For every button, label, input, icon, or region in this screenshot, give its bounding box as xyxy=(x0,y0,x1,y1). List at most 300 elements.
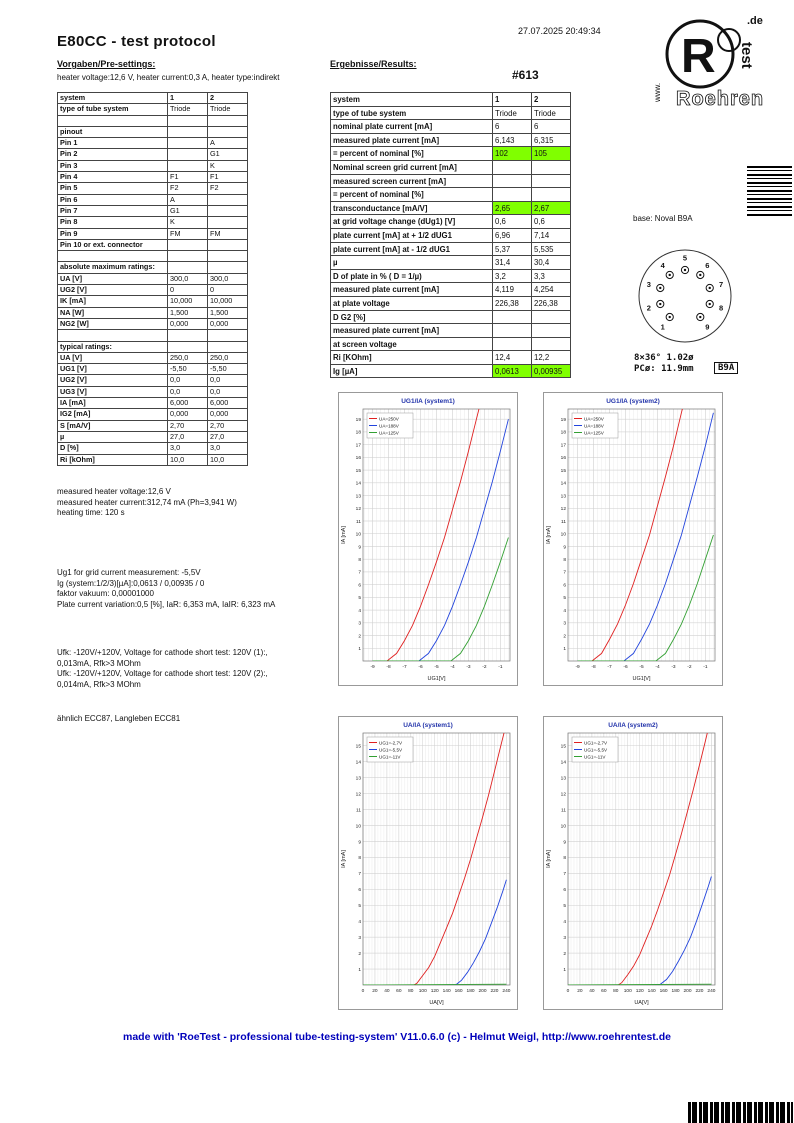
table-cell: 250,0 xyxy=(168,353,208,364)
svg-text:IA [mA]: IA [mA] xyxy=(341,526,347,544)
table-cell: at grid voltage change (dUg1) [V] xyxy=(331,215,493,229)
table-cell: Triode xyxy=(493,107,532,121)
svg-text:17: 17 xyxy=(355,443,361,449)
svg-text:9: 9 xyxy=(563,545,566,551)
svg-text:5: 5 xyxy=(563,596,566,602)
note-line: Plate current variation:0,5 [%], IaR: 6,353 mA, IaIR: 6,323 mA xyxy=(57,599,276,609)
table-cell: IG2 [mA] xyxy=(58,409,168,420)
note-line: Ufk: -120V/+120V, Voltage for cathode short test: 120V (2):, xyxy=(57,669,268,678)
table-cell: absolute maximum ratings: xyxy=(58,262,168,273)
svg-text:15: 15 xyxy=(355,468,361,474)
table-cell: 2 xyxy=(208,93,248,104)
table-cell: -5,50 xyxy=(208,364,248,375)
svg-text:20: 20 xyxy=(577,989,583,994)
svg-text:60: 60 xyxy=(601,989,607,994)
table-row xyxy=(331,202,571,216)
table-cell: F2 xyxy=(168,183,208,194)
table-cell: 6 xyxy=(532,120,571,134)
table-cell: -5,50 xyxy=(168,364,208,375)
table-cell xyxy=(493,324,532,338)
svg-text:-8: -8 xyxy=(591,665,596,670)
table-row xyxy=(331,243,571,257)
note-line: 0,013mA, Rfk>3 MOhm xyxy=(57,658,141,668)
table-cell: Pin 9 xyxy=(58,229,168,240)
chart-ug1-ia-system2 xyxy=(543,392,723,686)
table-row xyxy=(58,195,248,206)
table-cell xyxy=(493,175,532,189)
svg-text:7: 7 xyxy=(358,872,361,878)
table-cell xyxy=(208,262,248,273)
results-heading: Ergebnisse/Results: xyxy=(330,59,417,69)
svg-text:11: 11 xyxy=(561,808,566,814)
chart-svg xyxy=(544,717,722,1009)
svg-text:7: 7 xyxy=(563,872,566,878)
table-cell: 6,000 xyxy=(168,398,208,409)
svg-text:6: 6 xyxy=(563,888,566,894)
table-cell: FM xyxy=(208,229,248,240)
table-row xyxy=(58,127,248,138)
chart-ua-ia-system2 xyxy=(543,716,723,1010)
svg-text:17: 17 xyxy=(560,443,566,449)
table-cell: 30,4 xyxy=(532,256,571,270)
svg-text:-6: -6 xyxy=(418,665,423,670)
svg-text:180: 180 xyxy=(466,989,475,994)
svg-text:UG1[V]: UG1[V] xyxy=(632,676,651,682)
table-row xyxy=(58,319,248,330)
roetest-logo xyxy=(650,12,764,110)
table-cell xyxy=(208,240,248,251)
logo-graphic xyxy=(650,12,764,110)
logo-www: www. xyxy=(653,82,662,102)
svg-text:UG1/IA (system2): UG1/IA (system2) xyxy=(606,398,660,405)
svg-text:140: 140 xyxy=(442,989,451,994)
table-cell: 6,96 xyxy=(493,229,532,243)
table-cell: pinout xyxy=(58,127,168,138)
table-cell: D [%] xyxy=(58,443,168,454)
table-cell: UG1 [V] xyxy=(58,364,168,375)
svg-text:-4: -4 xyxy=(655,665,660,670)
svg-text:19: 19 xyxy=(355,417,361,423)
svg-text:1: 1 xyxy=(563,647,566,653)
table-row xyxy=(331,324,571,338)
table-cell: A xyxy=(208,138,248,149)
svg-text:6: 6 xyxy=(563,583,566,589)
svg-text:IA [mA]: IA [mA] xyxy=(546,850,552,868)
heater-specs: heater voltage:12,6 V, heater current:0,3 A, heater type:indirekt xyxy=(57,73,280,82)
svg-text:-5: -5 xyxy=(639,665,644,670)
svg-text:14: 14 xyxy=(560,481,566,487)
table-cell: 0,0 xyxy=(168,375,208,386)
svg-text:4: 4 xyxy=(660,260,665,270)
table-cell xyxy=(58,330,168,341)
svg-text:80: 80 xyxy=(408,989,414,994)
svg-text:-9: -9 xyxy=(370,665,375,670)
table-cell: 12,2 xyxy=(532,351,571,365)
table-cell xyxy=(168,342,208,353)
svg-text:12: 12 xyxy=(355,507,361,513)
table-cell: 250,0 xyxy=(208,353,248,364)
table-row xyxy=(331,229,571,243)
table-cell xyxy=(168,262,208,273)
svg-text:2: 2 xyxy=(646,303,651,313)
table-cell: 226,38 xyxy=(532,297,571,311)
svg-text:100: 100 xyxy=(418,989,427,994)
table-cell: F1 xyxy=(208,172,248,183)
note-line: measured heater voltage:12,6 V xyxy=(57,487,171,496)
svg-text:5: 5 xyxy=(358,904,361,910)
table-cell: Pin 7 xyxy=(58,206,168,217)
svg-text:UG1[V]: UG1[V] xyxy=(427,676,446,682)
table-cell: Pin 1 xyxy=(58,138,168,149)
table-row xyxy=(58,229,248,240)
table-row xyxy=(331,161,571,175)
table-cell xyxy=(532,324,571,338)
svg-text:9: 9 xyxy=(563,840,566,846)
svg-text:220: 220 xyxy=(490,989,499,994)
svg-text:UA=188V: UA=188V xyxy=(584,423,604,429)
table-cell: 0,0 xyxy=(208,387,248,398)
table-row xyxy=(331,338,571,352)
table-cell: UG3 [V] xyxy=(58,387,168,398)
svg-text:12: 12 xyxy=(560,792,566,798)
table-row xyxy=(58,104,248,115)
svg-text:6: 6 xyxy=(705,260,710,270)
table-cell: 4,254 xyxy=(532,283,571,297)
svg-text:9: 9 xyxy=(358,545,361,551)
table-row xyxy=(58,296,248,307)
table-cell xyxy=(168,116,208,127)
table-cell: Nominal screen grid current [mA] xyxy=(331,161,493,175)
table-cell: 10,0 xyxy=(208,455,248,466)
table-cell xyxy=(168,127,208,138)
svg-text:19: 19 xyxy=(560,417,566,423)
table-row xyxy=(58,375,248,386)
table-cell: A xyxy=(168,195,208,206)
table-cell: 6,315 xyxy=(532,134,571,148)
svg-text:10: 10 xyxy=(560,532,566,538)
table-cell xyxy=(532,338,571,352)
table-cell: 0,000 xyxy=(168,409,208,420)
svg-text:-8: -8 xyxy=(386,665,391,670)
table-row xyxy=(58,353,248,364)
svg-text:9: 9 xyxy=(358,840,361,846)
svg-text:11: 11 xyxy=(356,808,361,814)
table-cell: UG2 [V] xyxy=(58,285,168,296)
table-cell: typical ratings: xyxy=(58,342,168,353)
presettings-table xyxy=(57,92,248,466)
logo-letter: R xyxy=(681,30,716,83)
table-cell xyxy=(493,161,532,175)
table-cell: at screen voltage xyxy=(331,338,493,352)
table-cell: G1 xyxy=(208,149,248,160)
svg-text:UA/IA (system2): UA/IA (system2) xyxy=(608,722,658,729)
table-cell: 12,4 xyxy=(493,351,532,365)
svg-text:UG1/IA (system1): UG1/IA (system1) xyxy=(401,398,455,405)
table-cell: 2,65 xyxy=(493,202,532,216)
page-title: E80CC - test protocol xyxy=(57,33,216,50)
note-line: faktor vakuum: 0,00001000 xyxy=(57,589,154,598)
svg-text:-9: -9 xyxy=(575,665,580,670)
table-cell: 2,70 xyxy=(168,421,208,432)
table-row xyxy=(331,120,571,134)
svg-text:-1: -1 xyxy=(498,665,503,670)
svg-text:60: 60 xyxy=(396,989,402,994)
table-cell: UA [V] xyxy=(58,274,168,285)
table-cell: FM xyxy=(168,229,208,240)
logo-de: .de xyxy=(747,15,763,27)
table-cell: Ri [KOhm] xyxy=(331,351,493,365)
table-cell: 300,0 xyxy=(168,274,208,285)
svg-text:8: 8 xyxy=(563,557,566,563)
svg-text:4: 4 xyxy=(563,920,566,926)
table-cell: 2 xyxy=(532,93,571,107)
table-cell: 0,0 xyxy=(208,375,248,386)
barcode-top xyxy=(747,166,792,216)
table-cell: Pin 10 or ext. connector xyxy=(58,240,168,251)
base-label: base: Noval B9A xyxy=(633,214,693,223)
table-cell: Ri [kOhm] xyxy=(58,455,168,466)
svg-text:5: 5 xyxy=(682,253,688,263)
table-row xyxy=(331,297,571,311)
table-row xyxy=(331,256,571,270)
table-cell: measured screen current [mA] xyxy=(331,175,493,189)
table-cell: Pin 5 xyxy=(58,183,168,194)
svg-text:13: 13 xyxy=(560,494,566,500)
chart-svg xyxy=(339,393,517,685)
table-row xyxy=(58,161,248,172)
table-cell: 2,70 xyxy=(208,421,248,432)
table-cell: 10,000 xyxy=(168,296,208,307)
table-cell xyxy=(208,251,248,262)
table-cell: type of tube system xyxy=(331,107,493,121)
table-cell: 31,4 xyxy=(493,256,532,270)
table-row xyxy=(58,138,248,149)
table-cell: Triode xyxy=(532,107,571,121)
svg-text:12: 12 xyxy=(560,507,566,513)
table-cell: 0 xyxy=(208,285,248,296)
base-type-badge: B9A xyxy=(714,362,738,374)
table-cell: 5,535 xyxy=(532,243,571,257)
table-cell: 5,37 xyxy=(493,243,532,257)
table-cell: 1,500 xyxy=(208,308,248,319)
table-cell: nominal plate current [mA] xyxy=(331,120,493,134)
svg-text:5: 5 xyxy=(563,904,566,910)
socket-pins xyxy=(647,254,723,332)
table-cell: µ xyxy=(58,432,168,443)
svg-text:8: 8 xyxy=(358,856,361,862)
table-cell: 1 xyxy=(168,93,208,104)
table-cell: Pin 8 xyxy=(58,217,168,228)
svg-text:18: 18 xyxy=(355,430,361,436)
table-cell: Pin 2 xyxy=(58,149,168,160)
svg-text:140: 140 xyxy=(647,989,656,994)
chart-legend xyxy=(367,737,413,762)
table-cell xyxy=(168,138,208,149)
table-cell xyxy=(208,342,248,353)
table-cell: 226,38 xyxy=(493,297,532,311)
table-cell: NA [W] xyxy=(58,308,168,319)
note-line: 0,014mA, Rfk>3 MOhm xyxy=(57,679,141,689)
table-cell: 0 xyxy=(168,285,208,296)
table-row xyxy=(331,188,571,202)
note-line: Ufk: -120V/+120V, Voltage for cathode short test: 120V (1):, xyxy=(57,648,268,657)
svg-text:7: 7 xyxy=(563,570,566,576)
table-cell xyxy=(208,330,248,341)
svg-text:13: 13 xyxy=(560,776,566,782)
table-cell: Triode xyxy=(168,104,208,115)
table-cell xyxy=(532,188,571,202)
table-row xyxy=(58,274,248,285)
table-cell: Pin 4 xyxy=(58,172,168,183)
table-row xyxy=(331,134,571,148)
table-row xyxy=(58,116,248,127)
table-cell: 6,143 xyxy=(493,134,532,148)
svg-text:-6: -6 xyxy=(623,665,628,670)
svg-text:0: 0 xyxy=(361,989,365,994)
logo-test: test xyxy=(738,42,755,69)
table-row xyxy=(331,351,571,365)
table-cell xyxy=(493,338,532,352)
table-cell xyxy=(208,116,248,127)
table-row xyxy=(58,183,248,194)
svg-text:7: 7 xyxy=(358,570,361,576)
table-cell: 10,000 xyxy=(208,296,248,307)
table-cell: system xyxy=(331,93,493,107)
svg-text:120: 120 xyxy=(430,989,439,994)
chart-legend xyxy=(367,413,413,438)
svg-text:4: 4 xyxy=(358,920,361,926)
table-cell: measured plate current [mA] xyxy=(331,324,493,338)
table-row xyxy=(331,147,571,161)
table-header-row xyxy=(58,93,248,104)
table-row xyxy=(331,107,571,121)
presettings-heading: Vorgaben/Pre-settings: xyxy=(57,59,156,69)
svg-text:-4: -4 xyxy=(450,665,455,670)
svg-text:3: 3 xyxy=(563,621,566,627)
table-cell: plate current [mA] at + 1/2 dUG1 xyxy=(331,229,493,243)
svg-text:UA=125V: UA=125V xyxy=(584,430,604,436)
svg-text:3: 3 xyxy=(358,935,361,941)
svg-text:180: 180 xyxy=(671,989,680,994)
svg-text:100: 100 xyxy=(623,989,632,994)
chart-svg xyxy=(544,393,722,685)
table-cell xyxy=(168,149,208,160)
svg-text:UA=250V: UA=250V xyxy=(584,416,604,422)
table-cell: UA [V] xyxy=(58,353,168,364)
svg-text:200: 200 xyxy=(478,989,487,994)
svg-text:240: 240 xyxy=(502,989,511,994)
svg-text:8: 8 xyxy=(358,557,361,563)
table-cell: type of tube system xyxy=(58,104,168,115)
socket-dimensions xyxy=(634,353,694,375)
svg-text:12: 12 xyxy=(355,792,361,798)
svg-text:14: 14 xyxy=(560,760,566,766)
cathode-test-notes xyxy=(57,648,268,690)
table-row xyxy=(58,398,248,409)
table-cell: 2,67 xyxy=(532,202,571,216)
svg-text:IA [mA]: IA [mA] xyxy=(546,526,552,544)
svg-text:UA=188V: UA=188V xyxy=(379,423,399,429)
svg-text:-7: -7 xyxy=(607,665,612,670)
svg-text:-2: -2 xyxy=(482,665,487,670)
table-cell: = percent of nominal [%] xyxy=(331,188,493,202)
table-cell: 0,000 xyxy=(208,319,248,330)
table-cell: D G2 [%] xyxy=(331,311,493,325)
table-cell: 3,2 xyxy=(493,270,532,284)
table-cell: 10,0 xyxy=(168,455,208,466)
table-cell: measured plate current [mA] xyxy=(331,283,493,297)
table-cell: 0,6 xyxy=(532,215,571,229)
table-cell xyxy=(168,161,208,172)
table-row xyxy=(58,432,248,443)
table-cell: NG2 [W] xyxy=(58,319,168,330)
svg-text:1: 1 xyxy=(660,322,665,332)
table-cell: UG2 [V] xyxy=(58,375,168,386)
svg-text:10: 10 xyxy=(560,824,566,830)
svg-text:UA=250V: UA=250V xyxy=(379,416,399,422)
svg-text:2: 2 xyxy=(358,951,361,957)
svg-text:UA[V]: UA[V] xyxy=(634,1000,649,1006)
svg-text:13: 13 xyxy=(355,494,361,500)
svg-text:-1: -1 xyxy=(703,665,708,670)
svg-text:6: 6 xyxy=(358,888,361,894)
svg-text:-5: -5 xyxy=(434,665,439,670)
table-cell xyxy=(532,175,571,189)
note-line: Ug1 for grid current measurement: -5,5V xyxy=(57,568,201,577)
table-cell: system xyxy=(58,93,168,104)
svg-text:7: 7 xyxy=(719,279,724,289)
table-cell: 300,0 xyxy=(208,274,248,285)
table-row xyxy=(58,342,248,353)
table-cell: Pin 3 xyxy=(58,161,168,172)
table-cell: 105 xyxy=(532,147,571,161)
table-row xyxy=(331,175,571,189)
svg-text:80: 80 xyxy=(613,989,619,994)
svg-text:13: 13 xyxy=(355,776,361,782)
table-cell: K xyxy=(168,217,208,228)
svg-text:-3: -3 xyxy=(671,665,676,670)
grid-current-notes xyxy=(57,568,275,610)
table-cell: 0,0613 xyxy=(493,365,532,379)
table-row xyxy=(58,409,248,420)
socket-dim-line2: PCø: 11.9mm xyxy=(634,364,694,374)
note-line: Ig (system:1/2/3)[µA]:0,0613 / 0,00935 / 0 xyxy=(57,578,205,588)
table-cell xyxy=(168,251,208,262)
socket-dim-line1: 8×36° 1.02ø xyxy=(634,353,694,363)
svg-text:18: 18 xyxy=(560,430,566,436)
table-row xyxy=(58,455,248,466)
table-cell: 27,0 xyxy=(208,432,248,443)
table-cell: 1,500 xyxy=(168,308,208,319)
svg-text:10: 10 xyxy=(355,532,361,538)
svg-text:UA/IA (system1): UA/IA (system1) xyxy=(403,722,453,729)
table-cell: 0,0 xyxy=(168,387,208,398)
svg-text:15: 15 xyxy=(355,744,361,750)
svg-text:3: 3 xyxy=(646,279,651,289)
svg-text:240: 240 xyxy=(707,989,716,994)
svg-text:2: 2 xyxy=(563,634,566,640)
table-row xyxy=(58,421,248,432)
svg-text:9: 9 xyxy=(705,322,710,332)
table-row xyxy=(331,311,571,325)
svg-text:UG1=-2,7V: UG1=-2,7V xyxy=(379,740,403,746)
table-cell: 27,0 xyxy=(168,432,208,443)
svg-text:160: 160 xyxy=(454,989,463,994)
table-header-row xyxy=(331,93,571,107)
table-row xyxy=(58,364,248,375)
table-cell xyxy=(168,330,208,341)
svg-text:14: 14 xyxy=(355,481,361,487)
